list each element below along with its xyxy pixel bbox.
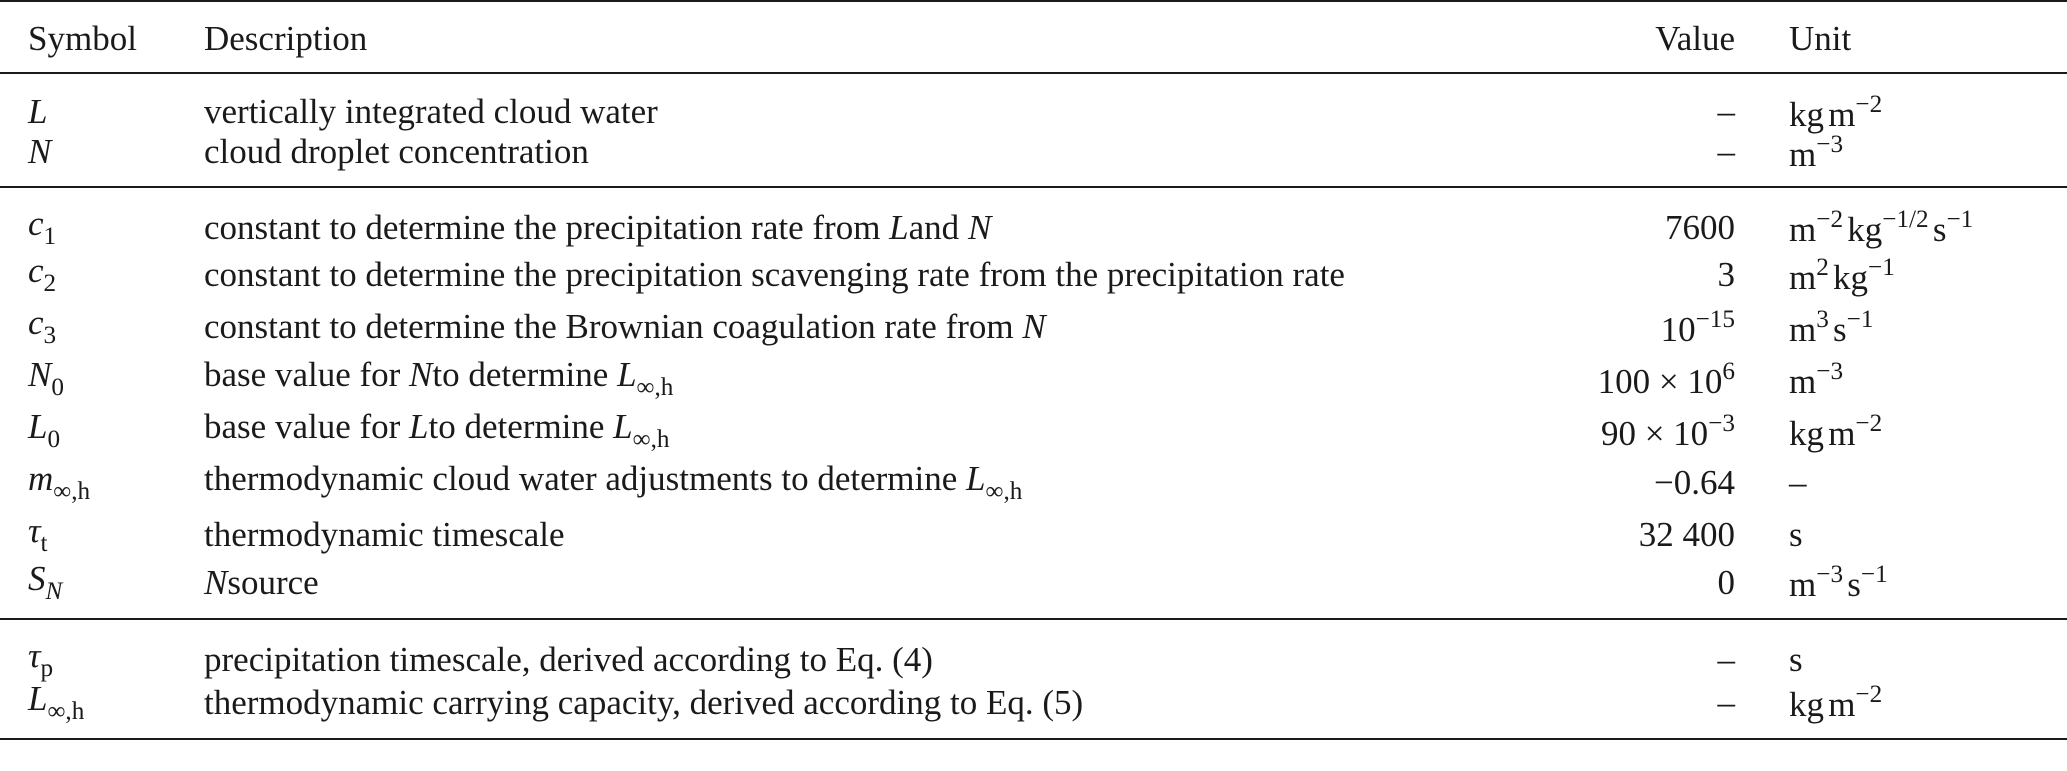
text-segment: constant to determine the precipitation rate from	[204, 207, 890, 247]
symbol-subscript: ∞,h	[53, 478, 91, 506]
text-segment: s	[1847, 565, 1861, 605]
text-segment: m	[1828, 94, 1856, 134]
cell-value	[1561, 561, 1789, 619]
cell-description	[204, 187, 1561, 249]
cell-unit	[1789, 187, 2067, 249]
text-segment: vertically integrated cloud water	[204, 92, 658, 132]
cell-value	[1561, 509, 1789, 561]
table-body	[0, 73, 2067, 739]
symbol-base: c	[28, 303, 44, 343]
table-row	[0, 619, 2067, 681]
cell-symbol	[0, 619, 204, 681]
cell-value	[1561, 187, 1789, 249]
text-segment: s	[1789, 515, 1803, 555]
superscript: −1	[1846, 305, 1874, 333]
table-row	[0, 249, 2067, 301]
table-row	[0, 132, 2067, 187]
cell-unit	[1789, 509, 2067, 561]
symbol-subscript: t	[40, 530, 48, 558]
cell-symbol	[0, 353, 204, 405]
text-segment: kg	[1789, 685, 1824, 725]
italic-variable: N	[967, 207, 992, 247]
table-row	[0, 187, 2067, 249]
cell-value	[1561, 405, 1789, 457]
cell-value	[1561, 457, 1789, 509]
cell-description	[204, 132, 1561, 187]
text-segment: base value for	[204, 355, 410, 395]
text-segment: thermodynamic carrying capacity, derived according to Eq. (5)	[204, 682, 1084, 722]
superscript: 6	[1722, 357, 1735, 385]
text-segment: precipitation timescale, derived according to Eq. (4)	[204, 639, 933, 679]
text-segment: source	[227, 562, 319, 602]
symbol-base: m	[28, 459, 54, 499]
symbol-subscript: 1	[43, 222, 57, 250]
text-segment: 90 × 10	[1600, 413, 1709, 453]
subscript: ∞,h	[636, 374, 674, 402]
cell-symbol	[0, 187, 204, 249]
table-row	[0, 405, 2067, 457]
symbol-base: N	[28, 132, 52, 172]
symbol-base: c	[28, 203, 44, 243]
symbol-base: L	[28, 678, 48, 718]
table-row	[0, 353, 2067, 405]
symbol-subscript: N	[45, 577, 63, 605]
text-segment: to determine	[428, 407, 614, 447]
italic-variable: L	[889, 207, 909, 247]
superscript: 2	[1816, 253, 1829, 281]
cell-value	[1561, 73, 1789, 132]
cell-unit	[1789, 73, 2067, 132]
table-row	[0, 681, 2067, 739]
table-row	[0, 509, 2067, 561]
cell-unit	[1789, 681, 2067, 739]
superscript: 3	[1816, 305, 1829, 333]
cell-unit	[1789, 353, 2067, 405]
header-symbol: Symbol	[0, 1, 204, 73]
superscript: −3	[1816, 561, 1844, 589]
text-segment: –	[1717, 132, 1735, 172]
cell-unit	[1789, 132, 2067, 187]
text-segment: m	[1789, 134, 1817, 174]
text-segment: 10	[1660, 309, 1696, 349]
text-segment: kg	[1847, 210, 1883, 250]
text-segment: 7600	[1665, 207, 1735, 247]
cell-symbol	[0, 405, 204, 457]
header-description: Description	[204, 1, 1561, 73]
cell-description	[204, 249, 1561, 301]
symbol-subscript: 3	[43, 322, 57, 350]
text-segment: 100 × 10	[1597, 361, 1723, 401]
superscript: −2	[1816, 206, 1844, 234]
cell-unit	[1789, 457, 2067, 509]
symbol-subscript: 0	[51, 374, 64, 402]
cell-symbol	[0, 558, 204, 619]
text-segment: cloud droplet concentration	[204, 132, 589, 172]
text-segment: constant to determine the Brownian coagulation rate from	[204, 307, 1023, 347]
text-segment: thermodynamic timescale	[204, 515, 565, 555]
superscript: −1/2	[1882, 206, 1929, 234]
symbol-base: L	[28, 92, 48, 132]
text-segment: −0.64	[1654, 463, 1735, 503]
cell-description	[204, 509, 1561, 561]
text-segment: to determine	[432, 355, 618, 395]
symbol-subscript: p	[40, 654, 54, 682]
symbol-subscript: ∞,h	[47, 697, 85, 725]
cell-description	[204, 73, 1561, 132]
italic-variable: L	[966, 459, 986, 499]
text-segment: m	[1789, 210, 1817, 250]
cell-description	[204, 353, 1561, 405]
cell-symbol	[0, 301, 204, 353]
italic-variable: N	[1022, 307, 1046, 347]
symbol-base: τ	[28, 511, 41, 551]
symbol-subscript: 2	[43, 270, 57, 298]
cell-symbol	[0, 509, 204, 561]
cell-description	[204, 301, 1561, 353]
subscript: ∞,h	[632, 426, 670, 454]
superscript: −3	[1708, 409, 1735, 437]
cell-unit	[1789, 405, 2067, 457]
superscript: −2	[1855, 91, 1883, 118]
cell-symbol	[0, 73, 204, 132]
text-segment: kg	[1789, 413, 1824, 453]
cell-unit	[1789, 301, 2067, 353]
cell-description	[204, 681, 1561, 739]
text-segment: m	[1789, 361, 1817, 401]
cell-symbol	[0, 678, 204, 739]
table-header-row	[0, 1, 2067, 73]
symbol-base: L	[28, 407, 48, 447]
cell-symbol	[0, 457, 204, 509]
superscript: −15	[1695, 305, 1735, 333]
table-row	[0, 457, 2067, 509]
cell-description	[204, 405, 1561, 457]
text-segment: m	[1789, 257, 1817, 297]
text-segment: m	[1828, 685, 1856, 725]
cell-description	[204, 619, 1561, 681]
symbol-base: c	[28, 251, 44, 291]
superscript: −2	[1855, 681, 1883, 709]
cell-symbol	[0, 249, 204, 301]
cell-value	[1561, 301, 1789, 353]
symbol-base: N	[28, 355, 52, 395]
cell-value	[1561, 681, 1789, 739]
cell-unit	[1789, 561, 2067, 619]
cell-value	[1561, 619, 1789, 681]
text-segment: and	[908, 207, 968, 247]
cell-description	[204, 561, 1561, 619]
text-segment: m	[1789, 309, 1817, 349]
text-segment: m	[1789, 565, 1817, 605]
text-segment: s	[1932, 210, 1947, 250]
symbol-subscript: 0	[47, 426, 61, 454]
text-segment: –	[1717, 639, 1735, 679]
text-segment: 32 400	[1638, 515, 1735, 555]
symbol-base: S	[28, 558, 46, 598]
text-segment: 0	[1717, 562, 1735, 602]
header-unit: Unit	[1789, 1, 2067, 73]
superscript: −3	[1816, 130, 1844, 158]
cell-value	[1561, 353, 1789, 405]
table-row	[0, 301, 2067, 353]
symbol-base: τ	[28, 635, 41, 675]
table-row	[0, 73, 2067, 132]
text-segment: m	[1828, 413, 1856, 453]
text-segment: 3	[1717, 255, 1735, 295]
italic-variable: N	[204, 562, 228, 602]
text-segment: –	[1789, 463, 1807, 503]
superscript: −1	[1946, 206, 1974, 234]
cell-value	[1561, 249, 1789, 301]
superscript: −3	[1816, 357, 1844, 385]
table-row	[0, 561, 2067, 619]
text-segment: constant to determine the precipitation scavenging rate from the precipitation rate	[204, 255, 1345, 295]
cell-symbol	[0, 132, 204, 187]
cell-description	[204, 457, 1561, 509]
subscript: ∞,h	[985, 478, 1023, 506]
italic-variable: N	[409, 355, 433, 395]
text-segment: –	[1717, 92, 1735, 132]
cell-value	[1561, 132, 1789, 187]
text-segment: thermodynamic cloud water adjustments to determine	[204, 459, 967, 499]
italic-variable: L	[613, 407, 633, 447]
text-segment: s	[1833, 309, 1847, 349]
text-segment: –	[1717, 682, 1735, 722]
cell-unit	[1789, 249, 2067, 301]
text-segment: base value for	[204, 407, 410, 447]
text-segment: kg	[1833, 257, 1869, 297]
text-segment: kg	[1789, 94, 1824, 134]
italic-variable: L	[409, 407, 429, 447]
header-value: Value	[1561, 1, 1789, 73]
cell-unit	[1789, 619, 2067, 681]
text-segment: s	[1789, 639, 1803, 679]
superscript: −2	[1855, 409, 1883, 437]
italic-variable: L	[617, 355, 637, 395]
superscript: −1	[1860, 561, 1888, 589]
superscript: −1	[1868, 253, 1895, 281]
